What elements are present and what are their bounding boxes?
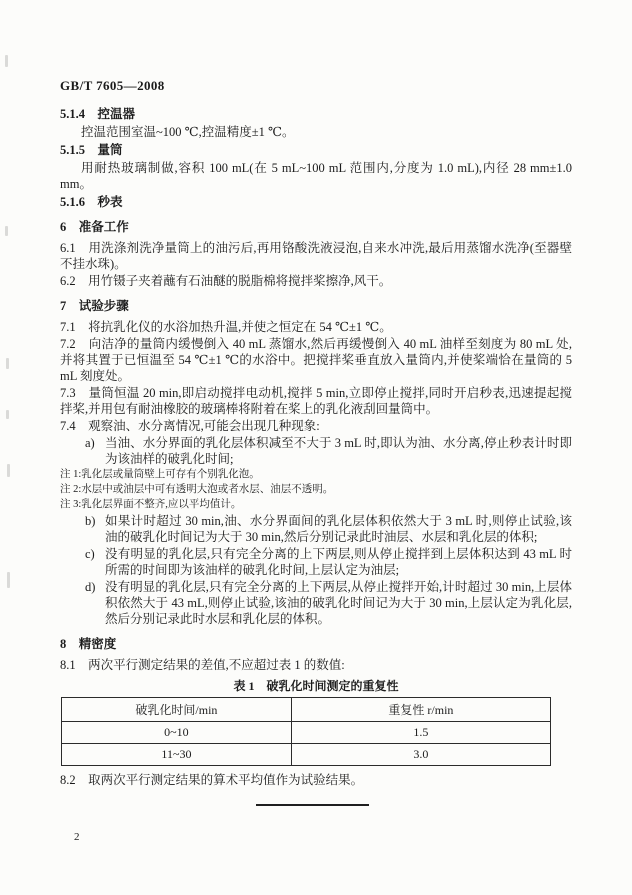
table1-cell-rep-2: 3.0 xyxy=(291,744,550,766)
list-marker-b: b) xyxy=(85,514,96,528)
para-7-1: 7.1 将抗乳化仪的水浴加热升温,并使之恒定在 54 ℃±1 ℃。 xyxy=(60,320,392,334)
para-7-3: 7.3 量筒恒温 20 min,即启动搅拌电动机,搅拌 5 min,立即停止搅拌,同时开启秒表,迅速提起搅拌桨,并用包有耐油橡胶的玻璃棒将附着在桨上的乳化液刮回量筒中。 xyxy=(60,386,572,416)
scan-artifact xyxy=(7,464,10,477)
note-2: 注 2:水层中或油层中可有透明大泡或者水层、油层不透明。 xyxy=(60,484,334,495)
heading-5-1-6: 5.1.6 秒表 xyxy=(60,195,123,209)
table1-header-repeatability: 重复性 r/min xyxy=(291,698,550,722)
heading-6: 6 准备工作 xyxy=(60,220,129,234)
scan-artifact xyxy=(6,358,9,369)
list-text-b: 如果计时超过 30 min,油、水分界面间的乳化层体积依然大于 3 mL 时,则停止试验,该油的破乳化时间记为大于 30 min,然后分别记录此时油层、水层和乳化层的体积; xyxy=(105,514,572,544)
para-6-1: 6.1 用洗涤剂洗净量筒上的油污后,再用铬酸洗液浸泡,自来水冲洗,最后用蒸馏水洗净(至器壁不挂水珠)。 xyxy=(60,241,572,271)
table1 xyxy=(61,697,551,766)
note-1: 注 1:乳化层或量筒壁上可存有个别乳化泡。 xyxy=(60,469,260,480)
table1-caption: 表 1 破乳化时间测定的重复性 xyxy=(233,679,399,693)
list-item-d xyxy=(60,579,572,627)
table1-cell-rep-1: 1.5 xyxy=(291,722,550,744)
page-number: 2 xyxy=(74,831,80,843)
scan-artifact xyxy=(5,226,8,236)
end-of-text-rule xyxy=(256,804,369,806)
page-content xyxy=(60,78,572,806)
list-text-c: 没有明显的乳化层,只有完全分离的上下两层,则从停止搅拌到上层体积达到 43 mL 时所需的时间即为该油样的破乳化时间,上层认定为油层; xyxy=(105,547,572,577)
heading-8: 8 精密度 xyxy=(60,637,117,651)
table1-header-row xyxy=(62,698,551,722)
list-marker-c: c) xyxy=(85,547,95,561)
para-6-2: 6.2 用竹镊子夹着蘸有石油醚的脱脂棉将搅拌桨擦净,风干。 xyxy=(60,274,392,288)
para-7-2: 7.2 向洁净的量筒内缓慢倒入 40 mL 蒸馏水,然后再缓慢倒入 40 mL 油样至刻度为 80 mL 处,并将其置于已恒温至 54 ℃±1 ℃的水浴中。把搅拌桨垂直放入量筒内,并使桨端恰在量筒的 5 mL 刻度处。 xyxy=(60,337,572,383)
table-row xyxy=(62,744,551,766)
standard-number: GB/T 7605—2008 xyxy=(60,78,165,93)
list-item-a xyxy=(60,435,572,467)
table-row xyxy=(62,722,551,744)
list-marker-d: d) xyxy=(85,580,96,594)
para-7-4: 7.4 观察油、水分离情况,可能会出现几种现象: xyxy=(60,419,320,433)
list-marker-a: a) xyxy=(85,436,95,450)
scan-artifact xyxy=(5,55,8,67)
heading-7: 7 试验步骤 xyxy=(60,299,129,313)
note-3: 注 3:乳化层界面不整齐,应以平均值计。 xyxy=(60,499,242,510)
table1-cell-time-2: 11~30 xyxy=(62,744,292,766)
scan-artifact xyxy=(6,410,9,419)
scan-artifact xyxy=(7,572,10,588)
list-item-b xyxy=(60,513,572,545)
heading-5-1-5: 5.1.5 量筒 xyxy=(60,143,123,157)
para-5-1-4: 控温范围室温~100 ℃,控温精度±1 ℃。 xyxy=(81,125,295,139)
list-text-d: 没有明显的乳化层,只有完全分离的上下两层,从停止搅拌开始,计时超过 30 min,上层体积依然大于 43 mL,则停止试验,该油的破乳化时间记为大于 30 min,上层认定为乳化层,然后分别记录此时水层和乳化层的体积。 xyxy=(105,580,572,626)
list-item-c xyxy=(60,546,572,578)
para-8-2: 8.2 取两次平行测定结果的算术平均值作为试验结果。 xyxy=(60,773,364,787)
table1-cell-time-1: 0~10 xyxy=(62,722,292,744)
list-text-a: 当油、水分界面的乳化层体积减至不大于 3 mL 时,即认为油、水分离,停止秒表计时即为该油样的破乳化时间; xyxy=(105,436,572,466)
para-5-1-5: 用耐热玻璃制做,容积 100 mL(在 5 mL~100 mL 范围内,分度为 1.0 mL),内径 28 mm±1.0 mm。 xyxy=(60,161,572,191)
para-8-1: 8.1 两次平行测定结果的差值,不应超过表 1 的数值: xyxy=(60,658,345,672)
table1-header-time: 破乳化时间/min xyxy=(62,698,292,722)
heading-5-1-4: 5.1.4 控温器 xyxy=(60,107,136,121)
